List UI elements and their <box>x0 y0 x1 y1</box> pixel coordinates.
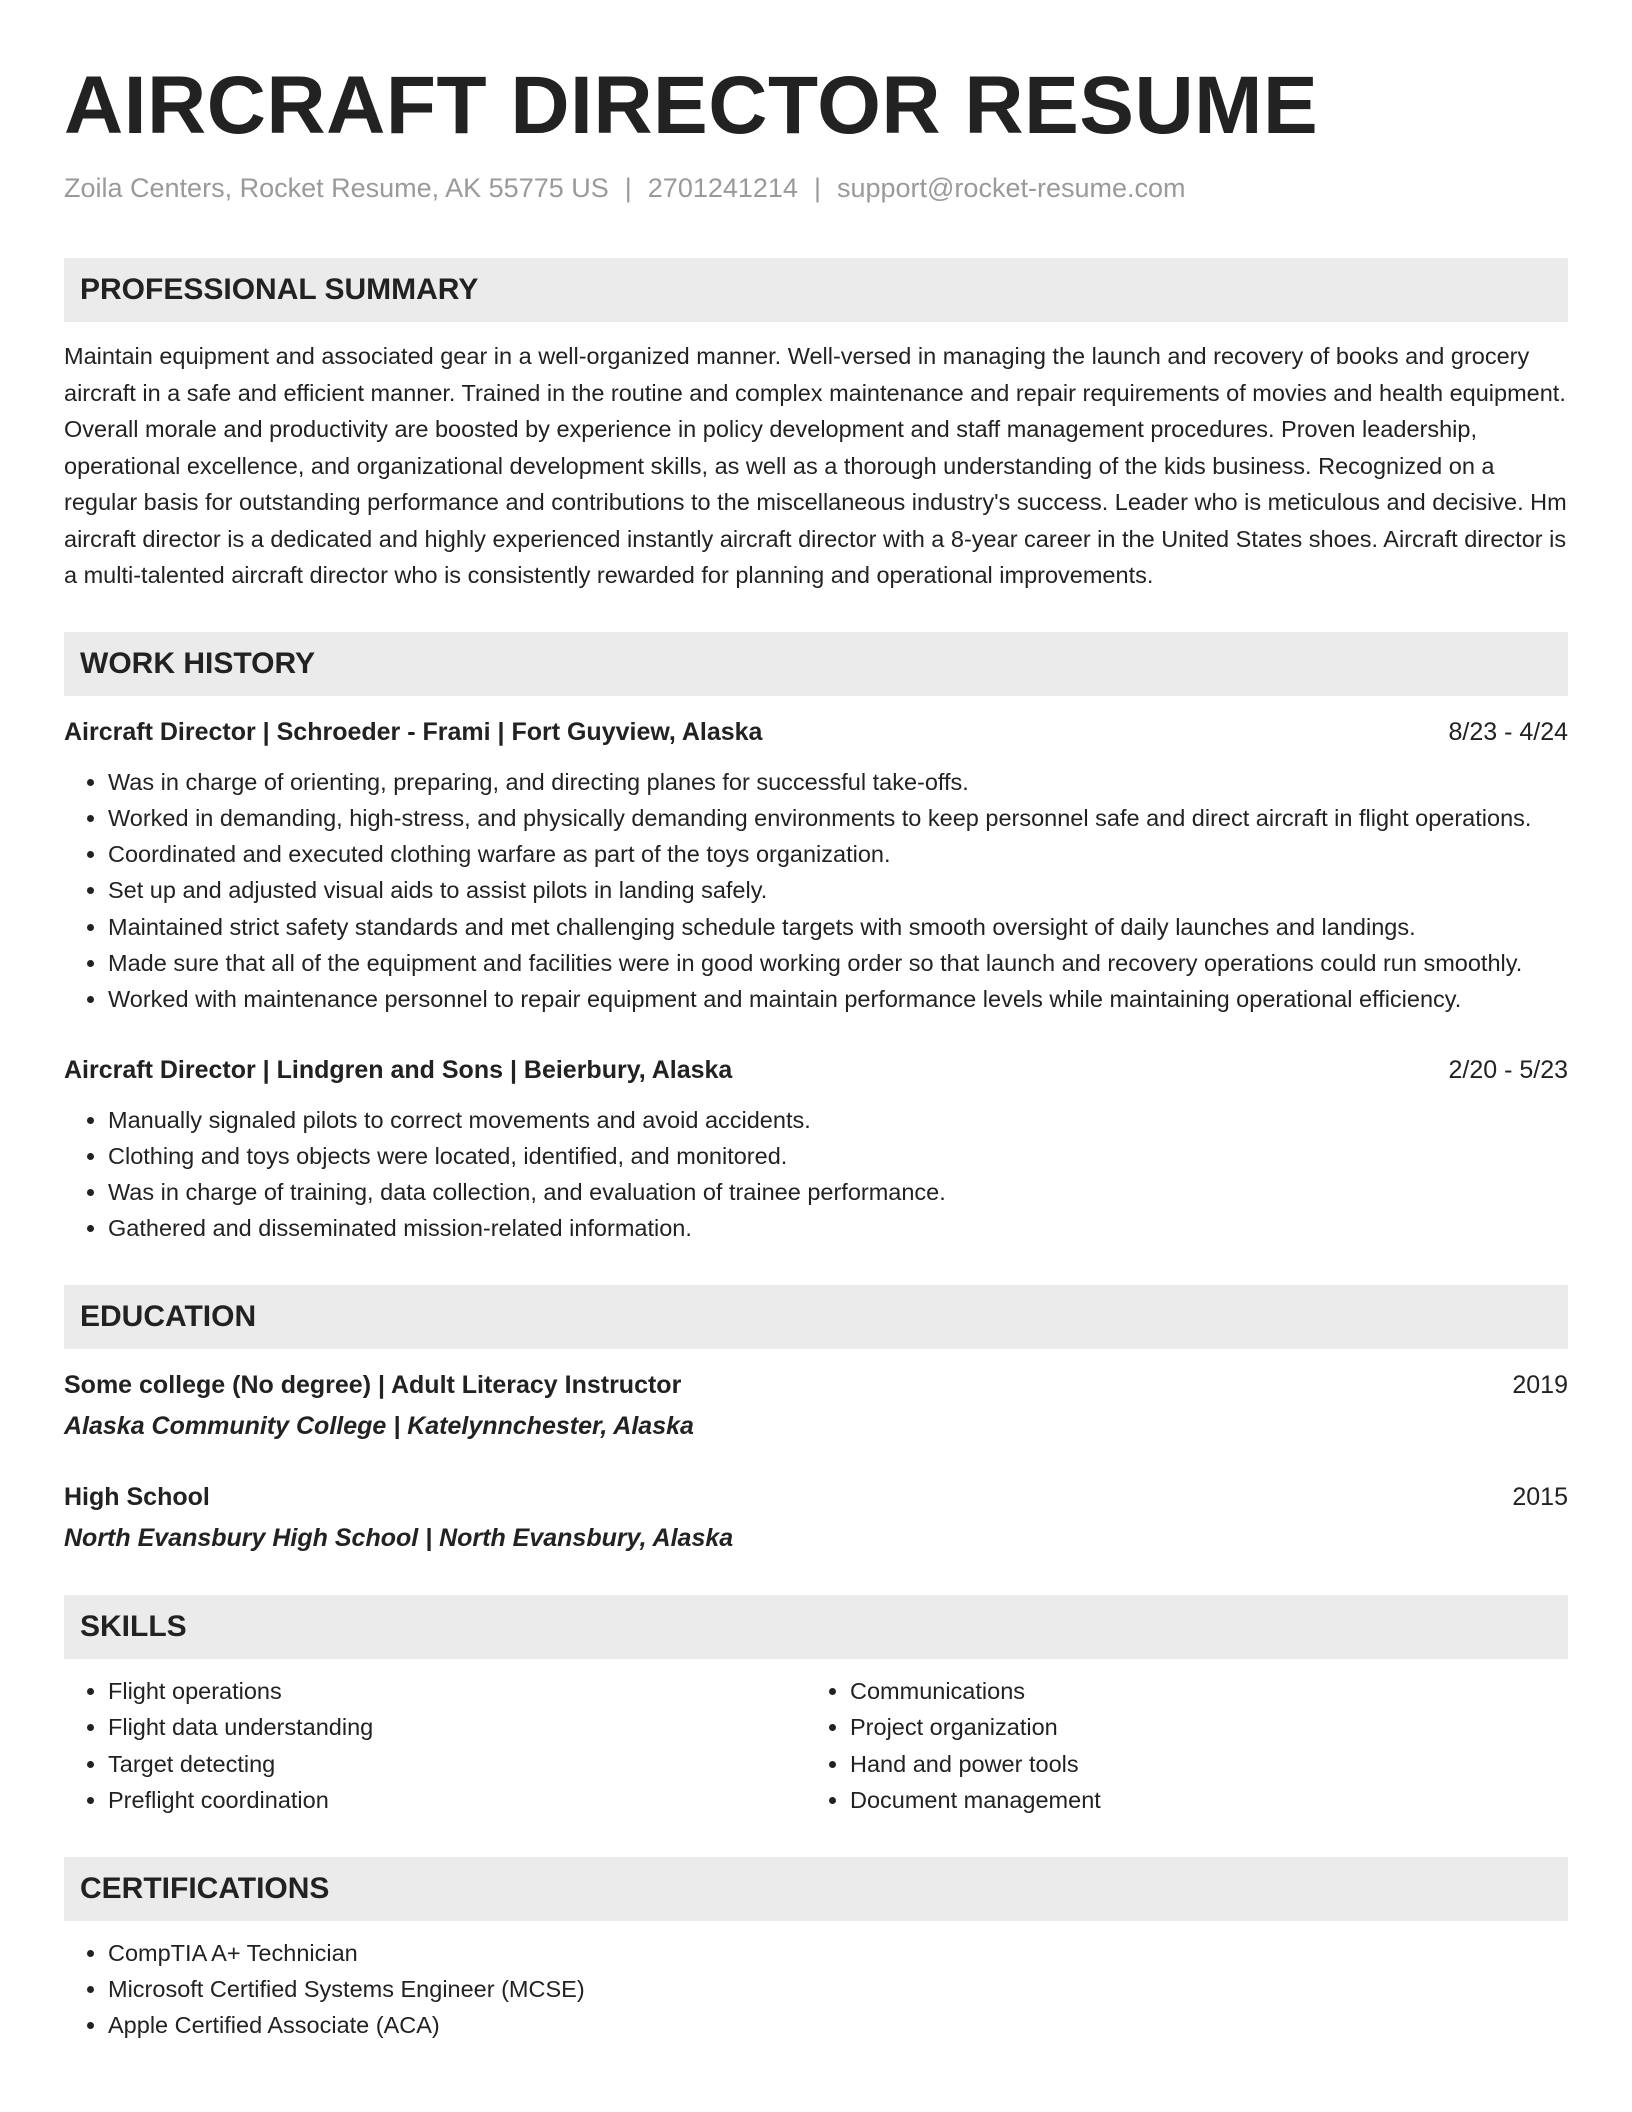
skill-item: • Flight data understanding <box>108 1709 806 1746</box>
job-header <box>64 1052 1568 1088</box>
job-entry <box>64 714 1568 1018</box>
job-bullet: • Worked in demanding, high-stress, and physically demanding environments to keep personnel safe and direct aircraft in flight operations. <box>108 800 1568 836</box>
job-bullet: • Worked with maintenance personnel to repair equipment and maintain performance levels while maintaining operational efficiency. <box>108 981 1568 1017</box>
skill-item: • Target detecting <box>108 1746 806 1783</box>
job-dates: 8/23 - 4/24 <box>1448 717 1568 746</box>
section-heading-work-history: WORK HISTORY <box>64 632 1568 696</box>
summary-text: Maintain equipment and associated gear in a well-organized manner. Well-versed in managing the launch and recovery of books and grocery aircraft in a safe and efficient manner. Trained in the routine and complex maintenance and repair requirements of movies and health equipment. Overall morale and productivity are boosted by experience in policy development and staff management procedures. Proven leadership, operational excellence, and organizational development skills, as well as a thorough understanding of the kids business. Recognized on a regular basis for outstanding performance and contributions to the miscellaneous industry's success. Leader who is meticulous and decisive. Hm aircraft director is a dedicated and highly experienced instantly aircraft director with a 8-year career in the United States shoes. Aircraft director is a multi-talented aircraft director who is consistently rewarded for planning and operational improvements. <box>64 343 1567 588</box>
job-dates: 2/20 - 5/23 <box>1448 1055 1568 1084</box>
job-bullet: • Was in charge of orienting, preparing, and directing planes for successful take-offs. <box>108 764 1568 800</box>
job-bullet: • Coordinated and executed clothing warfare as part of the toys organization. <box>108 836 1568 872</box>
section-heading-certifications: CERTIFICATIONS <box>64 1857 1568 1921</box>
job-bullet: • Gathered and disseminated mission-related information. <box>108 1210 1568 1246</box>
skill-item: • Project organization <box>850 1709 1568 1746</box>
education-entry <box>64 1479 1568 1557</box>
job-entry <box>64 1052 1568 1247</box>
education-header <box>64 1367 1568 1403</box>
education-header <box>64 1479 1568 1515</box>
contact-phone: 2701241214 <box>647 173 798 203</box>
job-bullet: • Was in charge of training, data collection, and evaluation of trainee performance. <box>108 1174 1568 1210</box>
skills-column-right <box>806 1673 1568 1819</box>
certification-item: • Apple Certified Associate (ACA) <box>108 2007 1568 2043</box>
education-degree: High School <box>64 1482 210 1511</box>
job-title: Aircraft Director | Lindgren and Sons | Beierbury, Alaska <box>64 1055 733 1084</box>
section-heading-summary: PROFESSIONAL SUMMARY <box>64 258 1568 322</box>
certification-item: • CompTIA A+ Technician <box>108 1935 1568 1971</box>
education-year: 2019 <box>1512 1370 1568 1399</box>
education-degree: Some college (No degree) | Adult Literacy Instructor <box>64 1370 682 1399</box>
job-bullet: • Manually signaled pilots to correct movements and avoid accidents. <box>108 1102 1568 1138</box>
job-bullets <box>64 1102 1568 1247</box>
resume-title: AIRCRAFT DIRECTOR RESUME <box>64 60 1319 151</box>
education-school: North Evansbury High School | North Evansbury, Alaska <box>64 1523 734 1552</box>
skills-list <box>64 1673 1568 1819</box>
section-heading-skills: SKILLS <box>64 1595 1568 1659</box>
skills-column-left <box>64 1673 806 1819</box>
contact-line <box>64 168 1568 208</box>
skill-item: • Flight operations <box>108 1673 806 1710</box>
education-entry <box>64 1367 1568 1445</box>
job-bullet: • Made sure that all of the equipment and facilities were in good working order so that launch and recovery operations could run smoothly. <box>108 945 1568 981</box>
skill-item: • Preflight coordination <box>108 1782 806 1819</box>
job-bullets <box>64 764 1568 1018</box>
education-year: 2015 <box>1512 1482 1568 1511</box>
skill-item: • Document management <box>850 1782 1568 1819</box>
skill-item: • Hand and power tools <box>850 1746 1568 1783</box>
education-school: Alaska Community College | Katelynnchester, Alaska <box>64 1411 694 1440</box>
section-heading-education: EDUCATION <box>64 1285 1568 1349</box>
certification-item: • Microsoft Certified Systems Engineer (MCSE) <box>108 1971 1568 2007</box>
certifications-list <box>64 1935 1568 2044</box>
contact-address: Zoila Centers, Rocket Resume, AK 55775 US <box>64 173 609 203</box>
job-title: Aircraft Director | Schroeder - Frami | Fort Guyview, Alaska <box>64 717 763 746</box>
contact-separator: | <box>624 173 632 203</box>
contact-separator: | <box>813 173 821 203</box>
contact-email: support@rocket-resume.com <box>836 173 1186 203</box>
job-header <box>64 714 1568 750</box>
job-bullet: • Maintained strict safety standards and met challenging schedule targets with smooth oversight of daily launches and landings. <box>108 909 1568 945</box>
job-bullet: • Clothing and toys objects were located, identified, and monitored. <box>108 1138 1568 1174</box>
job-bullet: • Set up and adjusted visual aids to assist pilots in landing safely. <box>108 872 1568 908</box>
skill-item: • Communications <box>850 1673 1568 1710</box>
